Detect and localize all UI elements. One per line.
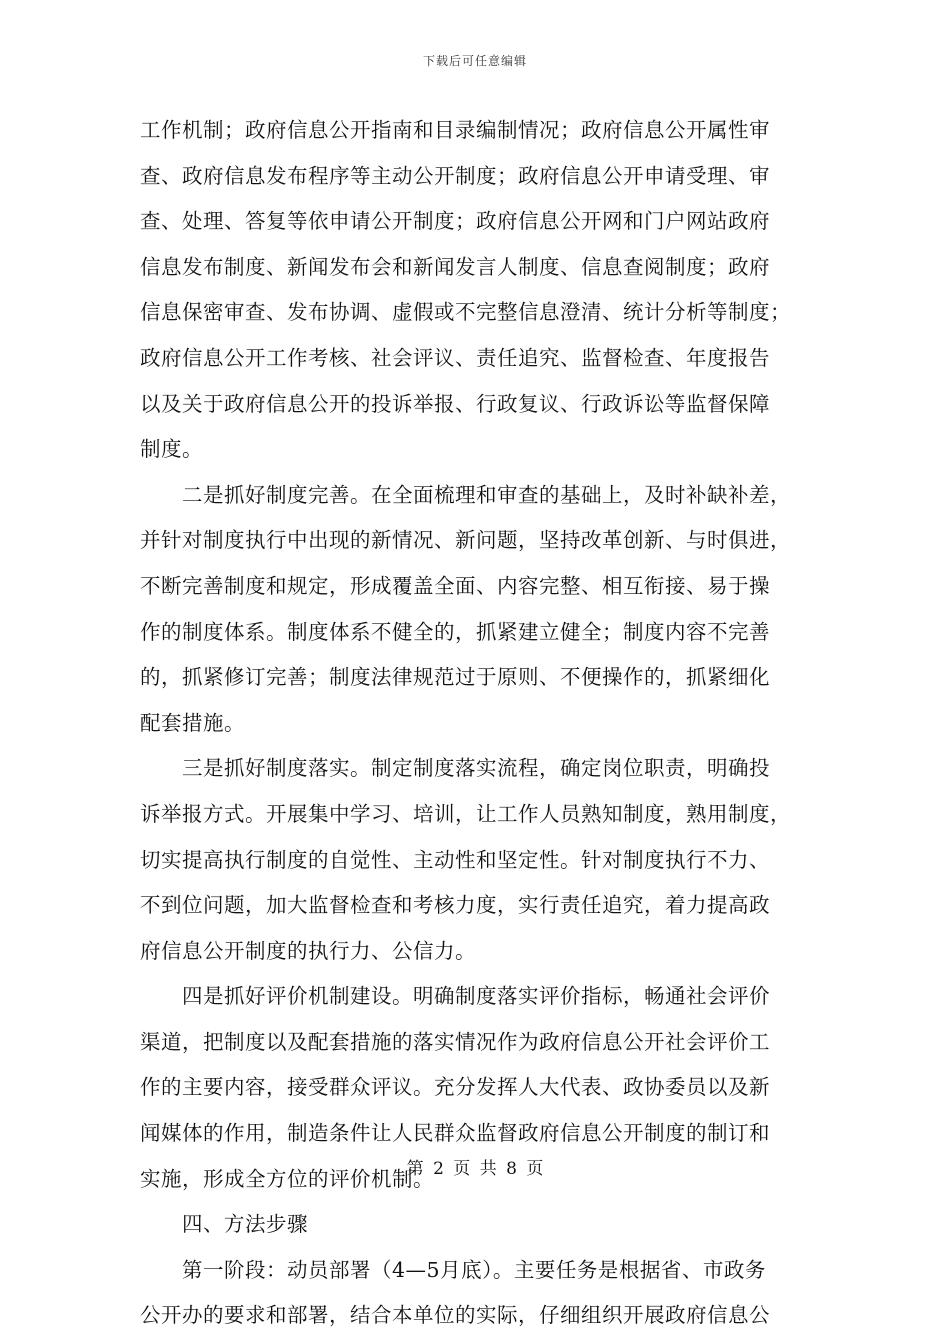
text-line: 诉举报方式。开展集中学习、培训，让工作人员熟知制度，熟用制度， <box>140 801 791 826</box>
text-line: 不到位问题，加大监督检查和考核力度，实行责任追究，着力提高政 <box>140 893 770 918</box>
text-line: 渠道，把制度以及配套措施的落实情况作为政府信息公开社会评价工 <box>140 1029 770 1054</box>
text-line: 实施，形成全方位的评价机制。 <box>140 1166 434 1191</box>
text-line: 作的主要内容，接受群众评议。充分发挥人大代表、政协委员以及新 <box>140 1075 770 1100</box>
text-line: 作的制度体系。制度体系不健全的，抓紧建立健全；制度内容不完善 <box>140 619 770 644</box>
text-line: 并针对制度执行中出现的新情况、新问题，坚持改革创新、与时俱进， <box>140 528 791 553</box>
text-line: 配套措施。 <box>140 710 245 735</box>
text-line: 信息发布制度、新闻发布会和新闻发言人制度、信息查阅制度；政府 <box>140 254 770 279</box>
text-line: 查、处理、答复等依申请公开制度；政府信息公开网和门户网站政府 <box>140 209 770 234</box>
text-line: 工作机制；政府信息公开指南和目录编制情况；政府信息公开属性审 <box>140 118 770 142</box>
page-header: 下载后可任意编辑 <box>422 54 527 68</box>
text-line: 制度。 <box>140 437 203 462</box>
text-line: 的，抓紧修订完善；制度法律规范过于原则、不便操作的，抓紧细化 <box>140 665 770 690</box>
text-line: 闻媒体的作用，制造条件让人民群众监督政府信息公开制度的制订和 <box>140 1121 770 1146</box>
text-line: 切实提高执行制度的自觉性、主动性和坚定性。针对制度执行不力、 <box>140 847 770 872</box>
text-line: 政府信息公开工作考核、社会评议、责任追究、监督检查、年度报告 <box>140 345 770 370</box>
text-line: 二是抓好制度完善。在全面梳理和审查的基础上，及时补缺补差， <box>182 482 791 507</box>
text-line: 四是抓好评价机制建设。明确制度落实评价指标，畅通社会评价 <box>182 984 770 1009</box>
page-number-footer: 第 2 页 共 8 页 <box>406 1159 544 1179</box>
text-line: 以及关于政府信息公开的投诉举报、行政复议、行政诉讼等监督保障 <box>140 391 770 416</box>
text-line: 公开办的要求和部署，结合本单位的实际，仔细组织开展政府信息公 <box>140 1303 770 1328</box>
text-line: 三是抓好制度落实。制定制度落实流程，确定岗位职责，明确投 <box>182 756 770 781</box>
text-line: 信息保密审查、发布协调、虚假或不完整信息澄清、统计分析等制度； <box>140 300 791 325</box>
text-line: 不断完善制度和规定，形成覆盖全面、内容完整、相互衔接、易于操 <box>140 573 770 598</box>
text-line: 第一阶段：动员部署（4—5月底）。主要任务是根据省、市政务 <box>182 1257 766 1282</box>
text-line: 四、方法步骤 <box>182 1212 308 1237</box>
text-line: 查、政府信息发布程序等主动公开制度；政府信息公开申请受理、审 <box>140 163 770 188</box>
text-line: 府信息公开制度的执行力、公信力。 <box>140 938 476 963</box>
